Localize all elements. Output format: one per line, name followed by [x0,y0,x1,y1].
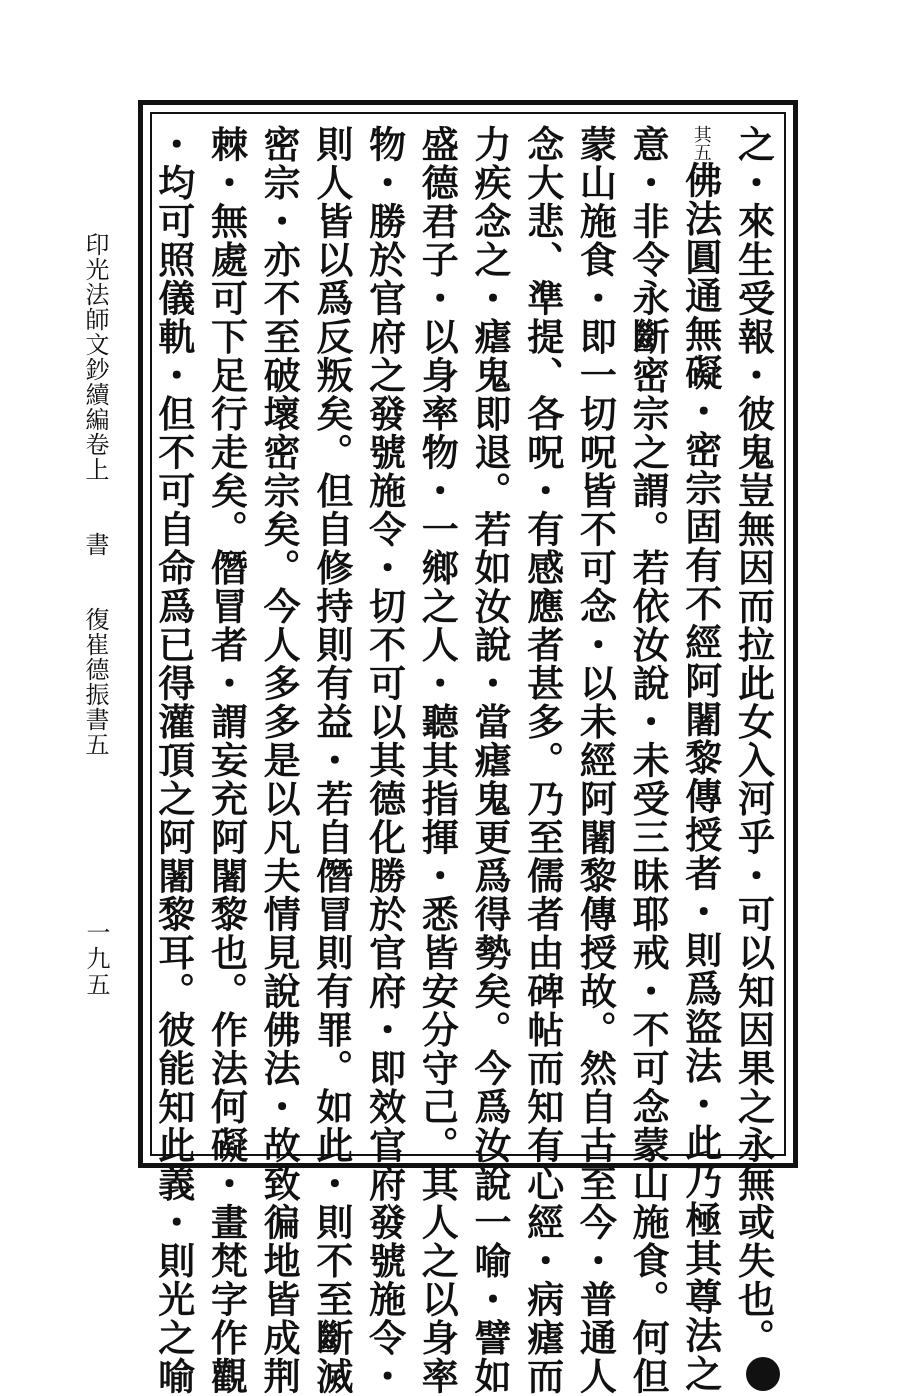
text-column-1 [727,125,780,1357]
text-column-5: 念大悲、準提、各呪・有感應者甚多。乃至儒者由碑帖而知有心經・病瘧而 [520,125,565,1396]
column-text: 之・來生受報・彼鬼豈無因而拉此女入河乎・可以知因果之永無或失也。 [731,125,776,1357]
text-column-8: 物・勝於官府之發號施令・切不可以其德化勝於官府・即效官府發號施令・ [362,125,407,1396]
text-column-2 [674,125,727,1393]
text-column-12: ・均可照儀軌・但不可自命爲已得灌頂之阿闍黎耳。彼能知此義・則光之喻 [151,125,196,1396]
text-column-6: 力疾念之・瘧鬼即退。若如汝說・當瘧鬼更爲得勢矣。今爲汝說一喻・譬如 [467,125,512,1396]
inline-note: 其五 [690,125,712,161]
page-number: 一九五 [82,920,110,998]
running-title [78,232,112,757]
text-column-10: 密宗・亦不至破壞密宗矣。今人多多是以凡夫情見說佛法・故致徧地皆成荆 [257,125,302,1396]
text-column-7: 盛德君子・以身率物・一鄉之人・聽其指揮・悉皆安分守己。其人之以身率 [415,125,460,1396]
column-text: 佛法圓通無礙・密宗固有不經阿闍黎傳授者・則爲盜法・此乃極其尊法之 [678,161,723,1393]
chapter-title: 復崔德振書五 [81,607,109,757]
text-column-9: 則人皆以爲反叛矣。但自修持則有益・若自僭冒則有罪。如此・則不至斷滅 [309,125,354,1396]
section-label: 書 [81,532,109,557]
body-text [151,125,780,1396]
text-column-3: 意・非令永斷密宗之謂。若依汝說・未受三昧耶戒・不可念蒙山施食。何但 [626,125,671,1396]
book-title: 印光法師文鈔續編卷上 [81,232,109,482]
text-column-11: 棘・無處可下足行走矣。僭冒者・謂妄充阿闍黎也。作法何礙・畫梵字作觀 [204,125,249,1396]
text-column-4: 蒙山施食・即一切呪皆不可念・以未經阿闍黎傳授故。然自古至今・普通人 [573,125,618,1396]
filled-circle-mark [746,1357,780,1391]
body-text-area [151,125,780,1396]
